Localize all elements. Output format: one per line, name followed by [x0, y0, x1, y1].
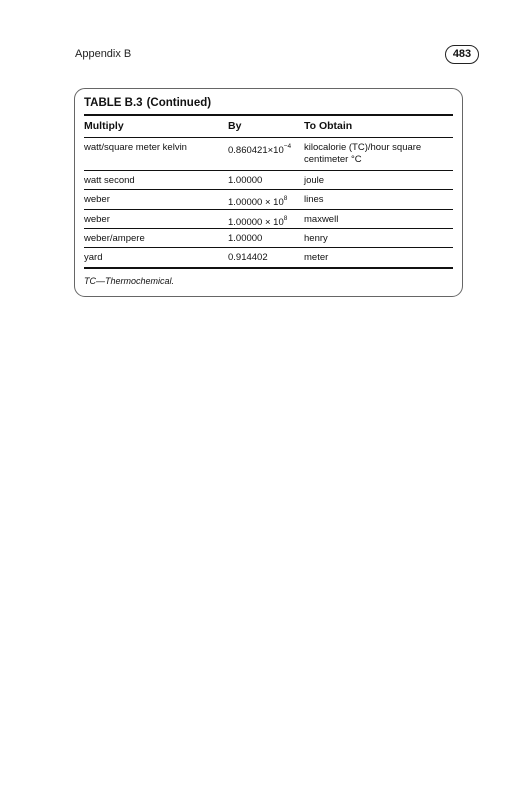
running-head: Appendix B — [75, 48, 132, 60]
column-header-by: By — [228, 120, 242, 132]
table-cell-multiply: weber — [84, 194, 110, 205]
table-cell-by — [228, 194, 287, 209]
table-footnote: TC—Thermochemical. — [84, 276, 175, 286]
table-cell-multiply: yard — [84, 252, 103, 263]
table-cell-multiply: watt second — [84, 175, 135, 186]
table-cell-by — [228, 214, 287, 229]
column-header-to-obtain: To Obtain — [304, 120, 353, 132]
table-cell-to-obtain: maxwell — [304, 214, 339, 225]
table-cell-to-obtain: meter — [304, 252, 329, 263]
row-rule — [84, 209, 453, 210]
table-cell-by: 1.00000 — [228, 233, 263, 244]
table-cell-by: 0.914402 — [228, 252, 268, 263]
table-cell-by-base: 1.00000 × 10 — [228, 217, 284, 229]
table-top-rule — [84, 114, 453, 116]
table-cell-by — [228, 142, 291, 157]
table-label: TABLE B.3 — [84, 97, 143, 109]
header-rule — [84, 137, 453, 138]
row-rule — [84, 228, 453, 229]
table-cell-by-base: 1.00000 × 10 — [228, 197, 284, 209]
table-cell-by-exponent: 8 — [283, 195, 288, 202]
row-rule — [84, 170, 453, 171]
table-bottom-rule — [84, 267, 453, 269]
table-cell-to-obtain: joule — [304, 175, 325, 186]
table-cell-to-obtain: henry — [304, 233, 328, 244]
table-frame — [74, 88, 463, 297]
table-cell-multiply: watt/square meter kelvin — [84, 142, 187, 153]
table-cell-multiply: weber/ampere — [84, 233, 145, 244]
table-cell-by-base: 0.860421×10 — [228, 145, 284, 157]
table-cell-to-obtain: lines — [304, 194, 324, 205]
table-cell-to-obtain: kilocalorie (TC)/hour square — [304, 142, 422, 153]
row-rule — [84, 189, 453, 190]
table-cell-by-exponent: 8 — [283, 215, 288, 222]
table-cell-by: 1.00000 — [228, 175, 263, 186]
table-cell-by-exponent: −4 — [283, 143, 292, 150]
table-continued: (Continued) — [146, 97, 212, 109]
row-rule — [84, 247, 453, 248]
table-caption — [84, 97, 211, 109]
page-number: 483 — [445, 45, 479, 64]
table-cell-to-obtain-continuation: centimeter °C — [304, 154, 362, 165]
column-header-multiply: Multiply — [84, 120, 124, 132]
table-cell-multiply: weber — [84, 214, 110, 225]
